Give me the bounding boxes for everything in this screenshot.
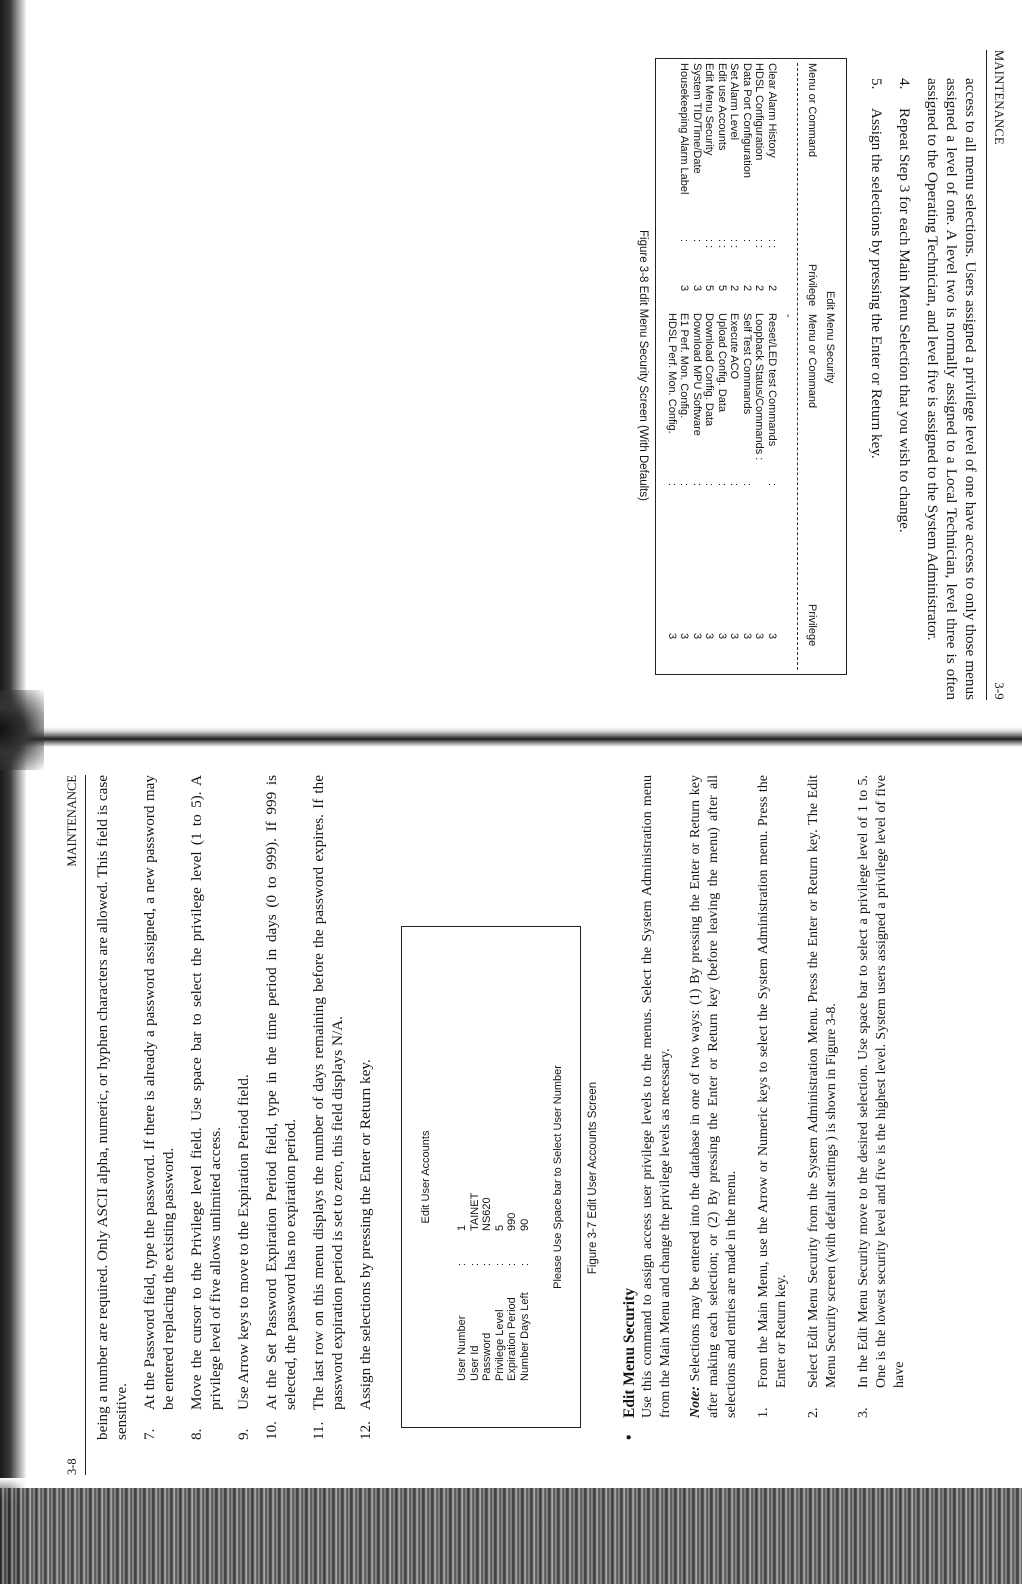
scan-bottom-noise bbox=[0, 1488, 1022, 1584]
scan-binding-shadow bbox=[0, 690, 44, 770]
step-item: 7. At the Password field, type the password. If there is already a password assigned, a new password may be entered replacing the existing password. bbox=[141, 775, 177, 1440]
intro-paragraph: access to all menu selections. Users assigned a privilege level of one have access to only those menus assigned a level of one. A level two is normally assigned to a Local Technician, level three is often assigned to the Operating Technician, and level five is assigned to the System Administrator. bbox=[924, 78, 979, 700]
header-page-number: 3-9 bbox=[992, 682, 1006, 700]
book-spine-gutter bbox=[0, 727, 1022, 747]
table-row: HDSL Configuration : : 2 Loopback Status/Commands : 3 bbox=[753, 63, 766, 640]
header-divider bbox=[797, 63, 798, 670]
table-header bbox=[800, 59, 840, 674]
step-item: 3. In the Edit Menu Security move to the desired selection. Use space bar to select a privilege level of 1 to 5. One is the lowest security level and five is the highest level. System users assigned a privilege level of five have bbox=[856, 775, 907, 1418]
table-row: HDSL Perf. Mon. Config. : 3 bbox=[666, 313, 678, 640]
note-label: Note: bbox=[688, 1386, 703, 1418]
table-row: System TID/Time/Date : 3 Download MPU Software : 3 bbox=[691, 63, 703, 640]
screen-title: Edit User Accounts bbox=[420, 1130, 432, 1224]
note-paragraph bbox=[687, 775, 741, 1418]
page-3-9 bbox=[36, 50, 1006, 700]
step-item: 1. From the Main Menu, use the Arrow or Numeric keys to select the System Administration menu. Press the Enter or Return key. bbox=[756, 775, 789, 1418]
note-text: Selections may be entered into the database in one of two ways: (1) By pressing the Enter or Return key after making each selection; or (2) By pressing the Enter or Return key (before leaving the menu) after all selections and entries are made in the menu. bbox=[688, 775, 739, 1418]
step-item: 4. Repeat Step 3 for each Main Menu Selection that you wish to change. bbox=[896, 78, 913, 533]
page-3-8-content bbox=[65, 775, 1005, 1475]
step-item: 9. Use Arrow keys to move to the Expiration Period field. bbox=[235, 1074, 252, 1440]
header-rule bbox=[986, 50, 987, 700]
table-row: Data Port Configuration : 2 Self Test Commands : 3 bbox=[741, 63, 753, 640]
scan-edge-shadow bbox=[0, 0, 26, 1584]
figure-caption: Figure 3-8 Edit Menu Security Screen (With Defaults) bbox=[637, 230, 649, 501]
figure-caption: Figure 3-7 Edit User Accounts Screen bbox=[587, 1081, 599, 1275]
table-row: Set Alarm Level : : 2 Execute ACO : 3 bbox=[728, 63, 741, 640]
col-header-privilege: Privilege bbox=[806, 604, 818, 647]
step-item: 11. The last row on this menu displays the number of days remaining before the password expires. If the password expiration period is set to zero, this field displays N/A. bbox=[310, 775, 346, 1440]
col-header-menu: Menu or Command bbox=[806, 63, 818, 158]
section-heading: • Edit Menu Security bbox=[621, 1287, 638, 1440]
table-row: Clear Alarm History : : 2 Reset/LED test Commands : 3 bbox=[766, 63, 778, 640]
page-header bbox=[980, 50, 1006, 700]
col-header-menu: Menu or Command bbox=[806, 314, 818, 409]
screen-hint: Please Use Space bar to Select User Number bbox=[552, 1065, 564, 1289]
bullet-icon: • bbox=[621, 1434, 638, 1440]
table-row: Edit use Accounts : : 5 Upload Config. Data : 3 bbox=[716, 63, 728, 640]
lead-paragraph: being a number are required. Only ASCII alpha, numeric, or hyphen characters are allowed. This field is case sensitive. bbox=[94, 775, 130, 1440]
step-item: 2. Select Edit Menu Security from the System Administration Menu. Press the Enter or Return key. The Edit Menu Security screen (with default settings ) is shown in Figure 3-8. bbox=[806, 775, 839, 1418]
page-header-b bbox=[65, 775, 93, 1475]
col-header-privilege: Privilege bbox=[806, 264, 818, 307]
header-section: MAINTENANCE bbox=[65, 775, 79, 867]
header-rule bbox=[85, 775, 86, 1475]
step-item: 8. Move the cursor to the Privilege level field. Use space bar to select the privilege level (1 to 5). A privilege level of five allows unlimited access. bbox=[188, 775, 224, 1440]
step-item: 5. Assign the selections by pressing the Enter or Return key. bbox=[868, 78, 885, 459]
header-page-number: 3-8 bbox=[65, 1458, 79, 1475]
section-intro: Use this command to assign access user privilege levels to the menus. Select the System Administration menu from the Main Menu and change the privilege levels as necessary. bbox=[640, 775, 673, 1418]
edit-menu-security-screen bbox=[655, 58, 847, 675]
edit-user-accounts-screen: Edit User Accounts User Number : 1 User Id : TAINET Password : NS620 Privilege Level : 5 Expiration Period : 990 Number Days Left : 90 Please Use Space bar to Select User Number bbox=[401, 926, 581, 1428]
table-row: Housekeeping Alarm Label : 3 E1 Perf. Mon. Config. : 3 bbox=[678, 63, 691, 640]
table-row: Edit Menu Security : : 5 Download Config. Data : 3 bbox=[703, 63, 716, 640]
screen-title: Edit Menu Security bbox=[824, 291, 836, 384]
step-item: 12. Assign the selections by pressing the Enter or Return key. bbox=[357, 1059, 374, 1440]
step-item: 10. At the Set Password Expiration Period field, type in the time period in days (0 to 999). If 999 is selected, the password has no expiration period. bbox=[263, 775, 299, 1440]
dash-mark: - bbox=[782, 314, 794, 318]
header-section: MAINTENANCE bbox=[992, 50, 1006, 145]
